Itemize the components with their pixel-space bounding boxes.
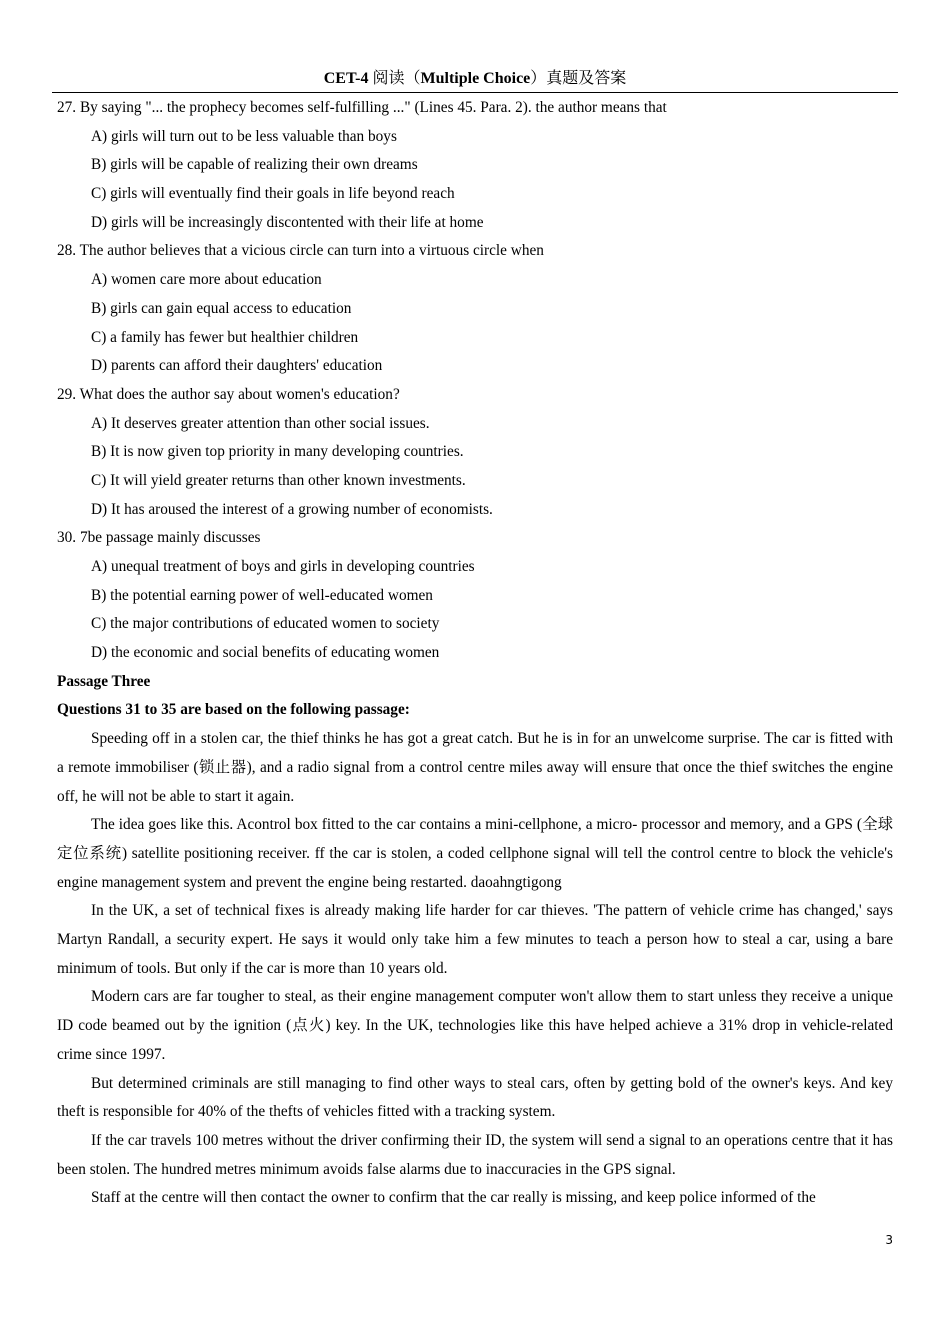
question-stem: 29. What does the author say about women's education? bbox=[57, 385, 400, 403]
page-number: 3 bbox=[885, 1233, 893, 1247]
passage-paragraph: In the UK, a set of technical fixes is already making life harder for car thieves. 'The pattern of vehicle crime has changed,' says Martyn Randall, a security expert. He says it would only take him a few minutes to teach a person how to steal a car, using a bare minimum of tools. But only if the car is more than 10 years old. bbox=[57, 902, 893, 977]
passage-paragraph: Speeding off in a stolen car, the thief thinks he has got a great catch. But he is in for an unwelcome surprise. The car is fitted with a remote immobiliser (锁止器), and a radio signal from a control centre miles away will ensure that once the thief switches the engine off, he will not be able to start it again. bbox=[57, 730, 893, 805]
answer-option: D) the economic and social benefits of educating women bbox=[91, 644, 440, 662]
header-title-bold: Multiple Choice bbox=[420, 70, 531, 87]
question-30 bbox=[57, 524, 893, 667]
page-header bbox=[52, 66, 898, 93]
answer-option: D) It has aroused the interest of a growing number of economists. bbox=[91, 500, 493, 518]
answer-option: D) girls will be increasingly discontented with their life at home bbox=[91, 213, 484, 231]
question-29 bbox=[57, 381, 893, 524]
passage-title: Passage Three bbox=[57, 672, 151, 690]
answer-option: C) the major contributions of educated women to society bbox=[91, 615, 440, 633]
question-stem: 28. The author believes that a vicious circle can turn into a virtuous circle when bbox=[57, 242, 544, 260]
answer-option: A) girls will turn out to be less valuable than boys bbox=[91, 127, 397, 145]
question-stem: 30. 7be passage mainly discusses bbox=[57, 529, 261, 547]
answer-option: A) unequal treatment of boys and girls in developing countries bbox=[91, 558, 475, 575]
answer-option: A) women care more about education bbox=[91, 271, 322, 289]
question-27 bbox=[57, 94, 893, 237]
question-stem: 27. By saying "... the prophecy becomes self-fulfilling ..." (Lines 45. Para. 2). the author means that bbox=[57, 99, 667, 116]
passage-instruction: Questions 31 to 35 are based on the following passage: bbox=[57, 701, 410, 719]
answer-option: C) girls will eventually find their goals in life beyond reach bbox=[91, 185, 455, 203]
passage-paragraph: The idea goes like this. Acontrol box fitted to the car contains a mini-cellphone, a micro- processor and memory, and a GPS (全球定位系统) satellite positioning receiver. ff the car is stolen, a coded cellphone signal will tell the control centre to block the vehicle's engine management system and prevent the engine being restarted. daoahngtigong bbox=[57, 816, 893, 891]
passage-paragraph: But determined criminals are still managing to find other ways to steal cars, often by getting bold of the owner's keys. And key theft is responsible for 40% of the thefts of vehicles fitted with a tracking system. bbox=[57, 1074, 893, 1121]
passage-paragraph: Modern cars are far tougher to steal, as their engine management computer won't allow them to start unless they receive a unique ID code beamed out by the ignition (点火) key. In the UK, technologies like this have helped achieve a 31% drop in vehicle-related crime since 1997. bbox=[57, 988, 893, 1063]
answer-option: D) parents can afford their daughters' education bbox=[91, 357, 383, 375]
question-28 bbox=[57, 237, 893, 380]
answer-option: B) girls can gain equal access to education bbox=[91, 299, 352, 317]
answer-option: C) It will yield greater returns than other known investments. bbox=[91, 471, 466, 489]
answer-option: B) It is now given top priority in many developing countries. bbox=[91, 443, 464, 461]
passage-paragraph: Staff at the centre will then contact the owner to confirm that the car really is missing, and keep police informed of the bbox=[91, 1189, 816, 1207]
answer-option: A) It deserves greater attention than other social issues. bbox=[91, 414, 430, 432]
answer-option: B) girls will be capable of realizing their own dreams bbox=[91, 156, 418, 174]
page-content bbox=[57, 94, 893, 1213]
header-title-suffix: ）真题及答案 bbox=[530, 70, 627, 87]
header-title-prefix: CET-4 bbox=[323, 70, 373, 87]
answer-option: B) the potential earning power of well-educated women bbox=[91, 586, 433, 604]
answer-option: C) a family has fewer but healthier children bbox=[91, 328, 359, 346]
header-title-mid: 阅读（ bbox=[372, 70, 421, 87]
passage-paragraph: If the car travels 100 metres without the driver confirming their ID, the system will send a signal to an operations centre that it has been stolen. The hundred metres minimum avoids false alarms due to inaccuracies in the GPS signal. bbox=[57, 1131, 893, 1178]
